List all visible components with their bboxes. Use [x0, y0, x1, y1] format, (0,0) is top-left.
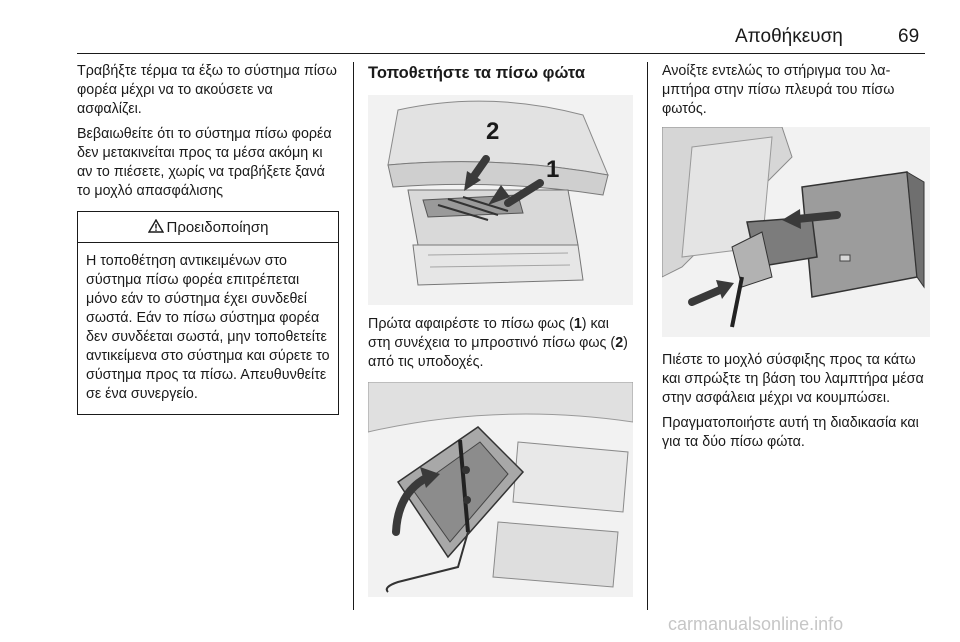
- warning-title: Προειδοποίηση: [166, 219, 269, 236]
- warning-box: [77, 211, 339, 415]
- page-number: 69: [898, 26, 920, 47]
- warning-triangle-icon: [148, 219, 164, 233]
- column-3: [662, 62, 930, 458]
- paragraph-repeat: Πραγματοποιήστε αυτή τη διαδικασία και για τα δύο πίσω φώτα.: [662, 415, 919, 450]
- paragraph-pull-out: Τραβήξτε τέρμα τα έξω το σύστημα πίσω φορέα μέχρι να το ακούσετε να ασφαλίζει.: [77, 63, 337, 117]
- figure-rotate-light: [368, 382, 633, 597]
- callout-1: 1: [546, 156, 560, 183]
- column-divider-1: [353, 62, 354, 610]
- figure-remove-rear-lights: [368, 95, 633, 305]
- rotate-light-illustration: [368, 382, 633, 597]
- header-divider: [77, 53, 925, 54]
- paragraph-open-holder: Ανοίξτε εντελώς το στήριγμα του λαμπτήρα στην πίσω πλευρά του πίσω φωτός.: [662, 63, 895, 117]
- paragraph-push-base: Πιέστε το μοχλό σύσφιξης προς τα κάτω και σπρώξτε τη βάση του λαμπτήρα μέσα στην ασφάλεια μέχρι να κουμπώσει.: [662, 352, 924, 406]
- ref-1: 1: [573, 316, 582, 332]
- warning-header: [78, 212, 338, 243]
- callout-2: 2: [486, 118, 500, 145]
- remove-text-c: ) και στη συνέχεια το μπροστινό πίσω φως (: [368, 316, 616, 351]
- lamp-holder-illustration: [662, 127, 926, 337]
- figure-lamp-holder: [662, 127, 930, 337]
- warning-text: Η τοποθέτηση αντικειμένων στο σύστημα πίσω φορέα επιτρέπεται μόνο εάν το σύστημα έχει συνδεθεί σωστά. Εάν το πίσω σύστημα φορέα δεν συνδέεται σωστά, μην τοποθετείτε αντικείμενα στο σύστημα και σύρετε το σύστημα προς τα πίσω. Απευθυνθείτε σε ένα συνεργείο.: [86, 253, 330, 402]
- remove-text-a: Πρώτα αφαιρέστε το πίσω φως (: [368, 316, 574, 332]
- watermark: carmanualsonline.info: [668, 614, 844, 634]
- rear-lights-illustration: [368, 95, 633, 305]
- column-2: [368, 62, 633, 607]
- paragraph-verify: Βεβαιωθείτε ότι το σύστημα πίσω φορέα δεν μετακινείται προς τα μέσα ακόμη κι αν το πιέσετε, χωρίς να τραβήξετε ξανά το μοχλό απασφάλισης: [77, 126, 332, 199]
- paragraph-remove-lights: [368, 315, 633, 372]
- column-divider-2: [647, 62, 648, 610]
- remove-text-e: ) από τις υποδοχές.: [368, 335, 628, 370]
- ref-2: 2: [615, 335, 624, 351]
- section-title: Τοποθετήστε τα πίσω φώτα: [368, 64, 585, 82]
- page-header-title: Αποθήκευση: [735, 26, 843, 47]
- column-1: [77, 62, 339, 415]
